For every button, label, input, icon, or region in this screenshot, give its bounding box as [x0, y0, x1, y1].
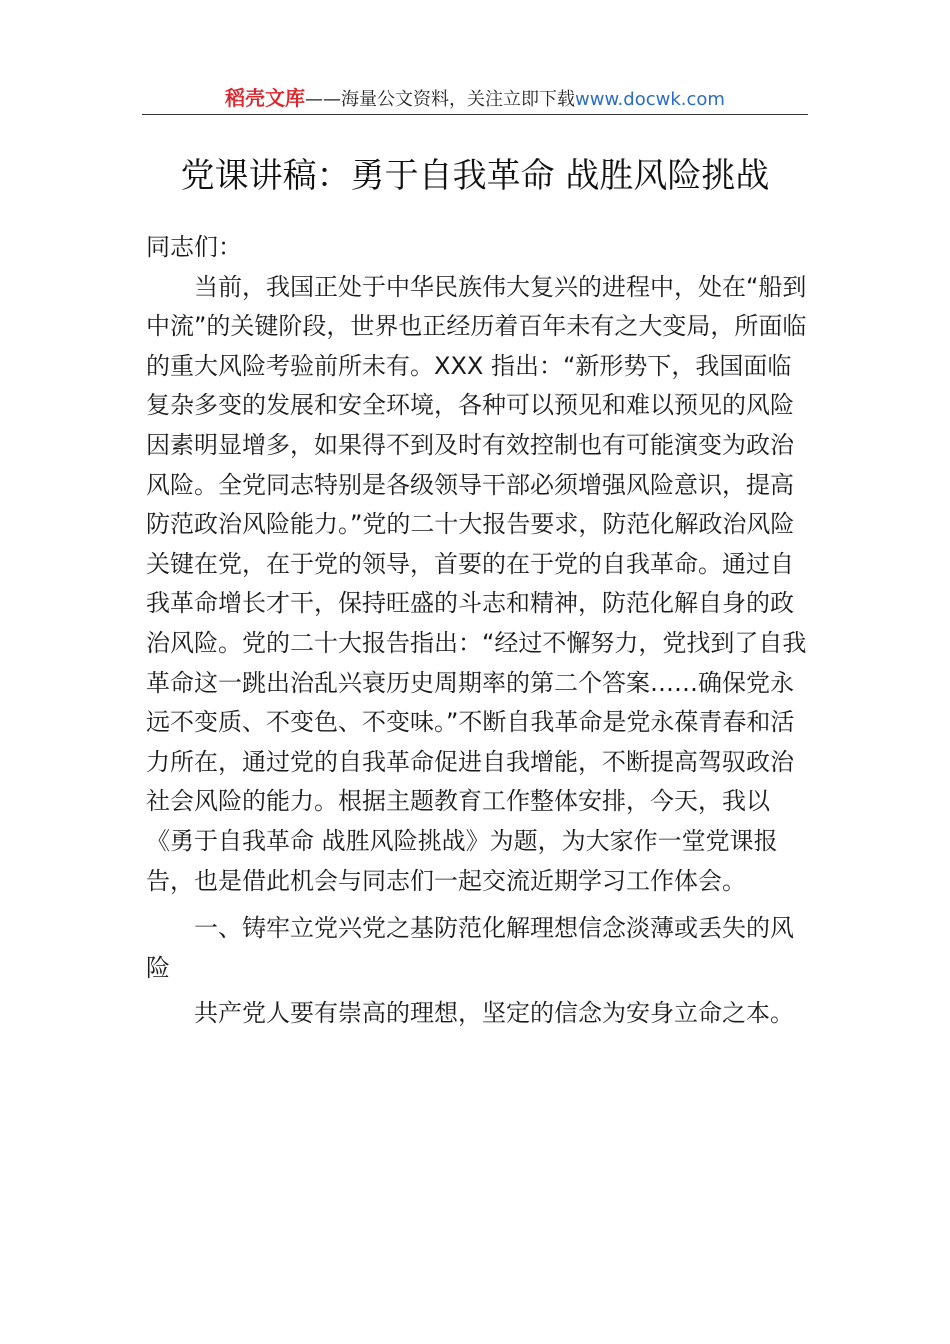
header-tagline: ——海量公文资料，关注立即下载	[305, 89, 576, 110]
document-title: 党课讲稿：勇于自我革命 战胜风险挑战	[180, 156, 770, 196]
header-divider	[142, 114, 808, 115]
body-paragraph: 共产党人要有崇高的理想，坚定的信念为安身立命之本。	[194, 999, 794, 1028]
salutation: 同志们：	[146, 233, 242, 261]
section-heading: 一、铸牢立党兴党之基防范化解理想信念淡薄或丢失的风险	[146, 914, 794, 982]
body-paragraph: 当前，我国正处于中华民族伟大复兴的进程中，处在“船到中流”的关键阶段，世界也正经历着百年未有之大变局，所面临的重大风险考验前所未有。XXX 指出：“新形势下，我国面临复杂多变的发展和安全环境，各种可以预见和难以预见的风险因素明显增多，如果得不到及时有效控制也有可能演变为政治风险。全党同志特别是各级领导干部必须增强风险意识，提高防范政治风险能力。”党的二十大报告要求，防范化解政治风险关键在党，在于党的领导，首要的在于党的自我革命。通过自我革命增长才干，保持旺盛的斗志和精神，防范化解自身的政治风险。党的二十大报告指出：“经过不懈努力，党找到了自我革命这一跳出治乱兴衰历史周期率的第二个答案……确保党永远不变质、不变色、不变味。”不断自我革命是党永葆青春和活力所在，通过党的自我革命促进自我增能，不断提高驾驭政治社会风险的能力。根据主题教育工作整体安排，今天，我以《勇于自我革命 战胜风险挑战》为题，为大家作一堂党课报告，也是借此机会与同志们一起交流近期学习工作体会。	[146, 272, 807, 895]
brand-name[interactable]: 稻壳文库	[225, 86, 306, 110]
header-url-link[interactable]: www.docwk.com	[575, 89, 725, 110]
document-body	[146, 228, 814, 1034]
page-header	[142, 84, 808, 114]
